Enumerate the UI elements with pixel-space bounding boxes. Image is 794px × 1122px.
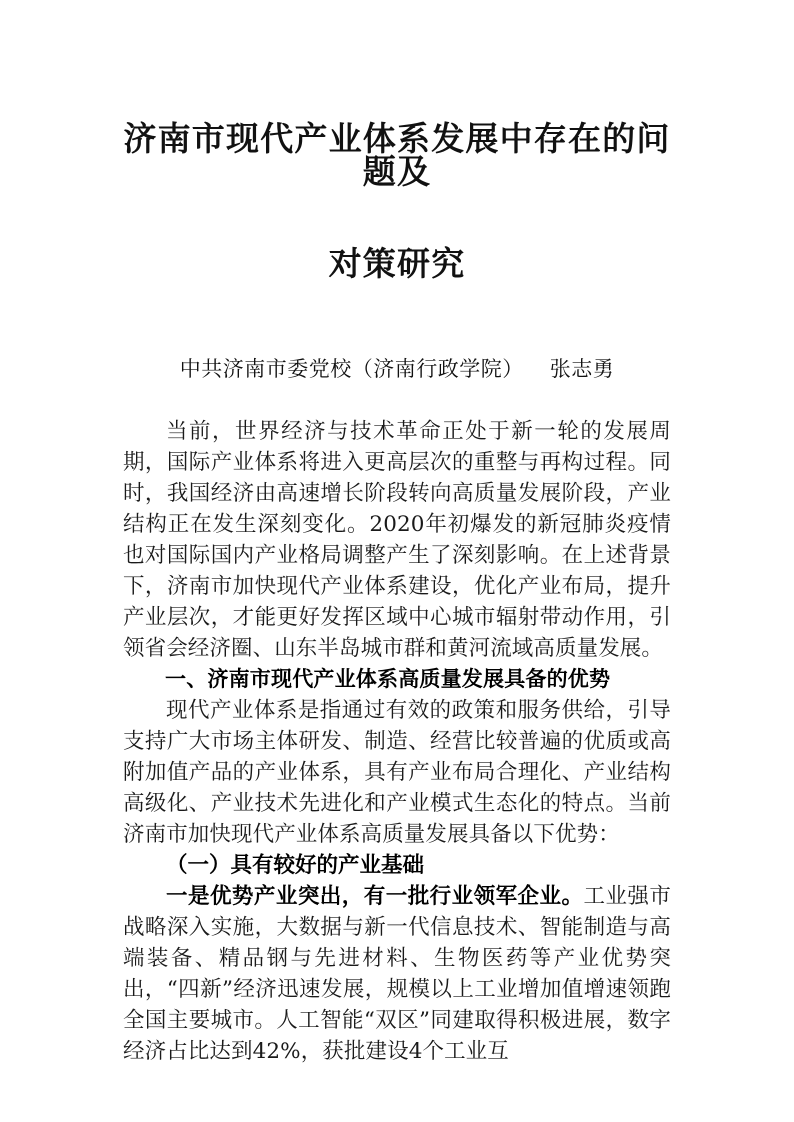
section-1-paragraph: 现代产业体系是指通过有效的政策和服务供给，引导支持广大市场主体研发、制造、经营比较普遍的优质或高附加值产品的产业体系，具有产业布局合理化、产业结构高级化、产业技术先进化和产业模式生态化的特点。当前济南市加快现代产业体系高质量发展具备以下优势： <box>123 698 671 847</box>
author-name: 张志勇 <box>549 357 615 381</box>
document-title-line-2: 对策研究 <box>328 244 466 283</box>
intro-paragraph: 当前，世界经济与技术革命正处于新一轮的发展周期，国际产业体系将进入更高层次的重整与再构过程。同时，我国经济由高速增长阶段转向高质量发展阶段，产业结构正在发生深刻变化。2020年初爆发的新冠肺炎疫情也对国际国内产业格局调整产生了深刻影响。在上述背景下，济南市加快现代产业体系建设，优化产业布局，提升产业层次，才能更好发挥区域中心城市辐射带动作用，引领省会经济圈、山东半岛城市群和黄河流域高质量发展。 <box>123 419 671 661</box>
author-affiliation: 中共济南市委党校（济南行政学院） <box>179 357 524 381</box>
point-1-paragraph <box>123 881 671 1067</box>
author-byline <box>123 359 671 380</box>
point-1-lead-in: 一是优势产业突出，有一批行业领军企业。 <box>166 884 584 909</box>
document-text-column <box>123 0 671 1067</box>
subsection-heading-1: （一）具有较好的产业基础 <box>166 853 425 878</box>
section-heading-1: 一、济南市现代产业体系高质量发展具备的优势 <box>165 667 611 691</box>
document-title-line-1: 济南市现代产业体系发展中存在的问题及 <box>123 119 671 191</box>
point-1-body-text: 工业强市战略深入实施，大数据与新一代信息技术、智能制造与高端装备、精品钢与先进材料、生物医药等产业优势突出，“四新”经济迅速发展，规模以上工业增加值增速领跑全国主要城市。人工智能“双区”同建取得积极进展，数字经济占比达到42%，获批建设4个工业互 <box>123 884 672 1064</box>
